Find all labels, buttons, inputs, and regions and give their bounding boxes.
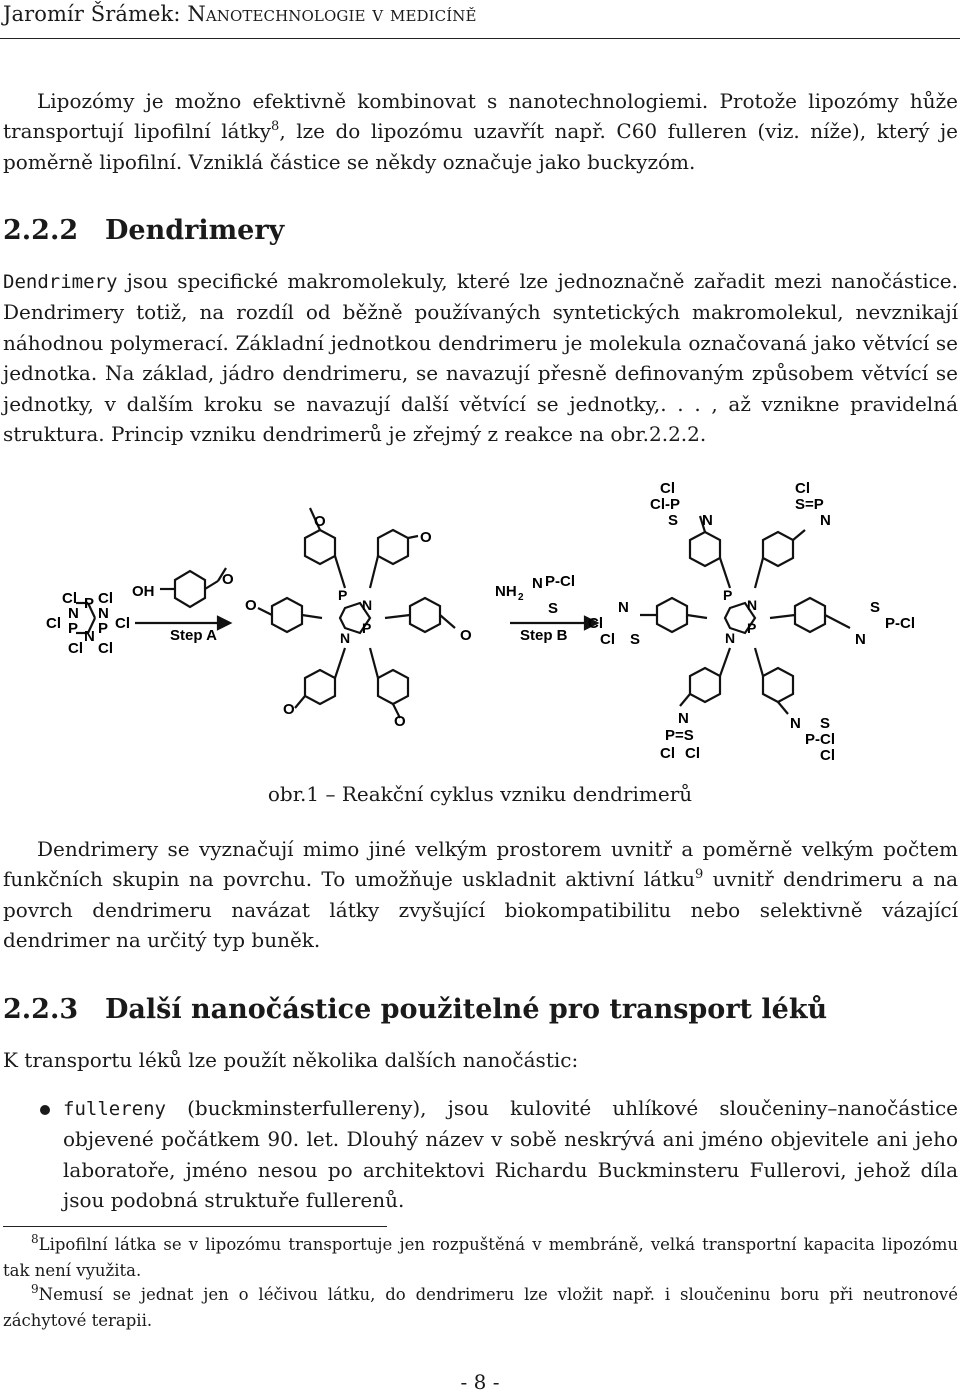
- atom-label: Cl: [660, 480, 675, 497]
- atom-label: P: [338, 587, 348, 603]
- atom-label: S: [630, 631, 641, 648]
- atom-label: N: [98, 605, 109, 622]
- atom-label: Cl: [660, 745, 675, 762]
- atom-label: N: [725, 630, 736, 646]
- atom-label: O: [283, 701, 295, 718]
- atom-label: O: [314, 513, 326, 530]
- atom-label: N: [747, 597, 758, 613]
- footnote-ref-9[interactable]: 9: [695, 867, 704, 883]
- footnote-8: [3, 1232, 958, 1284]
- atom-label: S: [820, 715, 831, 732]
- atom-label: S: [870, 599, 881, 616]
- atom-label: Cl: [588, 615, 603, 632]
- atom-label: N: [84, 628, 95, 645]
- bullet-icon: [40, 1105, 50, 1115]
- atom-label: Cl-P: [650, 496, 680, 513]
- section-number: 2.2.3: [3, 994, 79, 1025]
- figure-caption: obr.1 – Reakční cyklus vzniku dendrimerů: [267, 782, 693, 806]
- paragraph-text: jsou specifické makromolekuly, které lze jednoznačně zařadit mezi nanočástice. Dendrimery totiž, na rozdíl od běžně používaných syntetických makromolekul, nevznikají náhodnou polymerací. Základní jednotkou dendrimeru je molekula označovaná jako větvící se jednotka. Na základ, jádro dendrimeru, se navazují přesně definovaným způsobem větvící se jednotky, v dalším kroku se navazují další větvící se jednotky,. . . , až vznikne pravidelná struktura. Princip vzniku dendrimerů je zřejmý z reakce na obr.2.2.2.: [3, 269, 958, 447]
- section-title: Další nanočástice použitelné pro transport léků: [105, 994, 828, 1025]
- atom-label: P: [747, 620, 757, 636]
- atom-label: N: [68, 605, 79, 622]
- atom-label: N: [532, 575, 543, 592]
- footnote-text: Lipofilní látka se v lipozómu transportuje jen rozpuštěná v membráně, velká transportní kapacita lipozómu tak není využita.: [3, 1235, 958, 1280]
- atom-label: N: [790, 715, 801, 732]
- atom-label: Cl: [600, 631, 615, 648]
- atom-label: O: [394, 713, 406, 730]
- atom-label: P: [68, 620, 79, 637]
- paragraph-dendrimery-properties: [3, 834, 958, 956]
- section-title: Dendrimery: [105, 215, 285, 246]
- atom-label: S: [548, 600, 559, 617]
- atom-label: N: [678, 710, 689, 727]
- atom-label: Cl: [68, 640, 83, 657]
- atom-label: S: [668, 512, 679, 529]
- footnote-mark: 9: [31, 1281, 39, 1296]
- atom-label: N: [362, 597, 373, 613]
- footnote-9: [3, 1282, 958, 1334]
- paragraph-text: Dendrimery se vyznačují mimo jiné velkým prostorem uvnitř a poměrně velkým počtem funkčních skupin na povrchu. To umožňuje uskladnit aktivní látku: [3, 837, 958, 892]
- reaction-scheme-figure: [40, 478, 960, 768]
- footnote-text: Nemusí se jednat jen o léčivou látku, do dendrimeru lze vložit např. i sloučeninu boru při neutronové záchytové terapii.: [3, 1285, 958, 1330]
- header-title: Nanotechnologie v medicíně: [187, 2, 477, 26]
- footnote-mark: 8: [31, 1231, 39, 1246]
- paragraph-text: , lze do lipozómu uzavřít např. C60 fulleren (viz. níže), který je poměrně lipofilní. Vzniklá částice se někdy označuje jako buckyzóm.: [3, 119, 958, 174]
- atom-label: S=P: [795, 496, 824, 513]
- header-rule: [0, 38, 960, 39]
- atom-label: P: [84, 595, 95, 612]
- atom-label: OH: [132, 583, 155, 600]
- atom-label: Cl: [795, 480, 810, 497]
- paragraph-text: uvnitř dendrimeru a na povrch dendrimeru navázat látky zvyšující biokompatibilitu nebo selektivně vázající dendrimer na určitý typ buněk.: [3, 867, 958, 953]
- atom-label: O: [222, 571, 234, 588]
- footnote-ref-8[interactable]: 8: [271, 119, 280, 135]
- atom-label: 2: [518, 592, 524, 603]
- atom-label: Cl: [820, 747, 835, 764]
- atom-label: Cl: [46, 615, 61, 632]
- atom-label: N: [855, 631, 866, 648]
- list-item-text: (buckminsterfullereny), jsou kulovité uhlíkové sloučeniny–nanočástice objevené počátkem 90. let. Dlouhý název v sobě neskrývá ani jméno objevitele ani jeho laboratoře, jméno nesou po architektovi Richardu Buckminsteru Fullerovi, jehož díla jsou podobná struktuře fullerenů.: [63, 1096, 958, 1213]
- step-b-label: Step B: [520, 627, 568, 644]
- section-number: 2.2.2: [3, 215, 79, 246]
- footnote-rule: [3, 1226, 387, 1227]
- paragraph-intro-list: K transportu léků lze použít několika dalších nanočástic:: [3, 1048, 579, 1072]
- atom-label: P: [98, 620, 109, 637]
- step-a-label: Step A: [170, 627, 217, 644]
- atom-label: Cl: [98, 640, 113, 657]
- atom-label: N: [340, 630, 351, 646]
- term-fullereny: fullereny: [63, 1098, 166, 1120]
- section-heading-dendrimery: [3, 215, 284, 246]
- atom-label: P=S: [665, 727, 694, 744]
- atom-label: Cl: [98, 590, 113, 607]
- atom-label: Cl: [115, 615, 130, 632]
- term-dendrimery: Dendrimery: [3, 271, 118, 293]
- atom-label: NH: [495, 583, 517, 600]
- atom-label: P-Cl: [885, 615, 915, 632]
- atom-label: P-Cl: [545, 573, 575, 590]
- atom-label: O: [245, 597, 257, 614]
- paragraph-liposomes: [3, 86, 958, 177]
- atom-label: Cl: [62, 590, 77, 607]
- paragraph-dendrimery: [3, 266, 958, 449]
- atom-label: N: [618, 599, 629, 616]
- atom-label: O: [460, 627, 472, 644]
- list-item-fullereny: [63, 1093, 958, 1216]
- atom-label: P: [723, 587, 733, 603]
- atom-label: Cl: [685, 745, 700, 762]
- atom-label: N: [820, 512, 831, 529]
- atom-label: O: [420, 529, 432, 546]
- atom-label: P-Cl: [805, 731, 835, 748]
- atom-label: P: [362, 620, 372, 636]
- header-author: Jaromír Šrámek:: [3, 2, 181, 26]
- paragraph-text: Lipozómy je možno efektivně kombinovat s nanotechnologiemi. Protože lipozómy hůže transportují lipofilní látky: [3, 89, 958, 144]
- running-header: [3, 2, 477, 26]
- section-heading-other-nanoparticles: [3, 994, 827, 1025]
- atom-label: N: [702, 512, 713, 529]
- page-number: - 8 -: [460, 1370, 500, 1394]
